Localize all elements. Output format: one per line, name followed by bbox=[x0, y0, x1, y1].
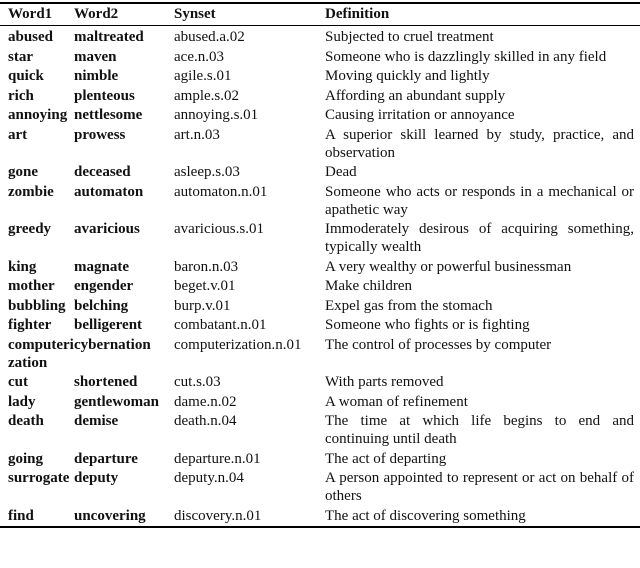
synset-cell: computerization.n.01 bbox=[174, 336, 302, 353]
table-row bbox=[0, 412, 640, 450]
synset-cell: ace.n.03 bbox=[174, 48, 224, 65]
word2-cell: maven bbox=[74, 48, 117, 65]
synset-cell: burp.v.01 bbox=[174, 297, 231, 314]
synset-cell: dame.n.02 bbox=[174, 393, 237, 410]
definition-cell: A very wealthy or powerful businessman bbox=[325, 258, 572, 275]
word1-cell: going bbox=[8, 450, 44, 467]
table-row bbox=[0, 336, 640, 374]
table-header-row bbox=[0, 3, 640, 26]
synset-cell: beget.v.01 bbox=[174, 278, 236, 294]
table-row bbox=[0, 469, 640, 507]
word2-cell: magnate bbox=[74, 258, 129, 275]
header-definition: Definition bbox=[325, 3, 640, 26]
header-word2: Word2 bbox=[74, 3, 174, 26]
table-row bbox=[0, 163, 640, 183]
word2-cell: avaricious bbox=[74, 221, 140, 237]
definition-cell: A woman of refinement bbox=[325, 393, 468, 410]
synset-cell: automaton.n.01 bbox=[174, 183, 268, 200]
definition-cell: Someone who fights or is fighting bbox=[325, 317, 530, 333]
definition-cell: Moving quickly and lightly bbox=[325, 68, 490, 84]
word1-cell: cut bbox=[8, 374, 28, 390]
word2-cell: plenteous bbox=[74, 87, 135, 104]
table-row bbox=[0, 26, 640, 48]
table-row bbox=[0, 373, 640, 393]
word2-cell: automaton bbox=[74, 183, 144, 200]
word1-cell: mother bbox=[8, 278, 55, 294]
definition-cell: Someone who is dazzlingly skilled in any field bbox=[325, 48, 607, 65]
word2-cell: deceased bbox=[74, 164, 131, 180]
word2-cell: uncovering bbox=[74, 507, 146, 524]
table-row bbox=[0, 183, 640, 221]
word1-cell: find bbox=[8, 507, 34, 524]
synset-cell: baron.n.03 bbox=[174, 258, 239, 275]
word2-cell: belligerent bbox=[74, 317, 143, 333]
definition-cell: Affording an abundant supply bbox=[325, 87, 506, 104]
definition-cell: Causing irritation or annoyance bbox=[325, 107, 515, 123]
synset-cell: asleep.s.03 bbox=[174, 164, 240, 180]
word1-cell: abused bbox=[8, 29, 54, 45]
word2-cell: shortened bbox=[74, 374, 138, 390]
synset-cell: deputy.n.04 bbox=[174, 470, 244, 486]
word1-cell: fighter bbox=[8, 317, 52, 333]
synset-cell: ample.s.02 bbox=[174, 87, 239, 104]
header-word1: Word1 bbox=[0, 3, 74, 26]
word1-cell: king bbox=[8, 258, 37, 275]
word2-cell: gentlewoman bbox=[74, 393, 159, 410]
definition-cell: The act of discovering something bbox=[325, 507, 526, 524]
table-row bbox=[0, 258, 640, 278]
word2-cell: belching bbox=[74, 297, 129, 314]
word1-cell: quick bbox=[8, 68, 44, 84]
definition-cell: A person appointed to represent or act on behalf of others bbox=[325, 470, 634, 504]
table-row bbox=[0, 450, 640, 470]
word2-cell: demise bbox=[74, 413, 119, 429]
synset-cell: annoying.s.01 bbox=[174, 107, 259, 123]
table-row bbox=[0, 393, 640, 413]
definition-cell: A superior skill learned by study, practice, and observation bbox=[325, 126, 634, 161]
header-synset: Synset bbox=[174, 3, 325, 26]
word2-cell: nettlesome bbox=[74, 107, 143, 123]
word1-cell: gone bbox=[8, 164, 38, 180]
word1-cell: death bbox=[8, 413, 44, 429]
synset-cell: combatant.n.01 bbox=[174, 317, 267, 333]
word1-cell: surrogate bbox=[8, 470, 70, 486]
word2-cell: maltreated bbox=[74, 29, 144, 45]
word1-cell: star bbox=[8, 48, 33, 65]
word2-cell: departure bbox=[74, 450, 138, 467]
table-row bbox=[0, 126, 640, 164]
synset-cell: agile.s.01 bbox=[174, 68, 232, 84]
synset-cell: avaricious.s.01 bbox=[174, 221, 264, 237]
word1-cell: art bbox=[8, 126, 28, 143]
word2-cell: prowess bbox=[74, 126, 126, 143]
definition-cell: Expel gas from the stomach bbox=[325, 297, 493, 314]
word2-cell: engender bbox=[74, 278, 134, 294]
synset-cell: art.n.03 bbox=[174, 126, 220, 143]
definition-cell: Someone who acts or responds in a mechanical or apathetic way bbox=[325, 183, 634, 218]
definition-cell: The act of departing bbox=[325, 450, 447, 467]
definition-cell: The control of processes by computer bbox=[325, 336, 552, 353]
table-row bbox=[0, 106, 640, 126]
table-row bbox=[0, 87, 640, 107]
word1-cell: greedy bbox=[8, 221, 52, 237]
table-row bbox=[0, 277, 640, 297]
word2-cell: cybernation bbox=[74, 336, 151, 353]
synset-cell: cut.s.03 bbox=[174, 374, 221, 390]
definition-cell: Dead bbox=[325, 164, 357, 180]
table-row bbox=[0, 220, 640, 258]
synset-cell: discovery.n.01 bbox=[174, 507, 262, 524]
table-row bbox=[0, 316, 640, 336]
word1-cell: annoying bbox=[8, 107, 68, 123]
word1-cell: computerization bbox=[8, 336, 74, 371]
definition-cell: Subjected to cruel treatment bbox=[325, 29, 494, 45]
table-row bbox=[0, 507, 640, 528]
word1-cell: bubbling bbox=[8, 297, 66, 314]
definition-cell: The time at which life begins to end and continuing until death bbox=[325, 413, 634, 447]
synset-cell: death.n.04 bbox=[174, 413, 237, 429]
synset-cell: abused.a.02 bbox=[174, 29, 245, 45]
word1-cell: rich bbox=[8, 87, 34, 104]
table-row bbox=[0, 297, 640, 317]
table-row bbox=[0, 67, 640, 87]
word2-cell: nimble bbox=[74, 68, 119, 84]
word2-cell: deputy bbox=[74, 470, 119, 486]
definition-cell: Immoderately desirous of acquiring something, typically wealth bbox=[325, 221, 634, 255]
definition-cell: With parts removed bbox=[325, 374, 444, 390]
table-row bbox=[0, 48, 640, 68]
word1-cell: lady bbox=[8, 393, 36, 410]
definition-cell: Make children bbox=[325, 278, 413, 294]
word1-cell: zombie bbox=[8, 183, 54, 200]
synset-cell: departure.n.01 bbox=[174, 450, 261, 467]
synonym-table bbox=[0, 2, 640, 528]
